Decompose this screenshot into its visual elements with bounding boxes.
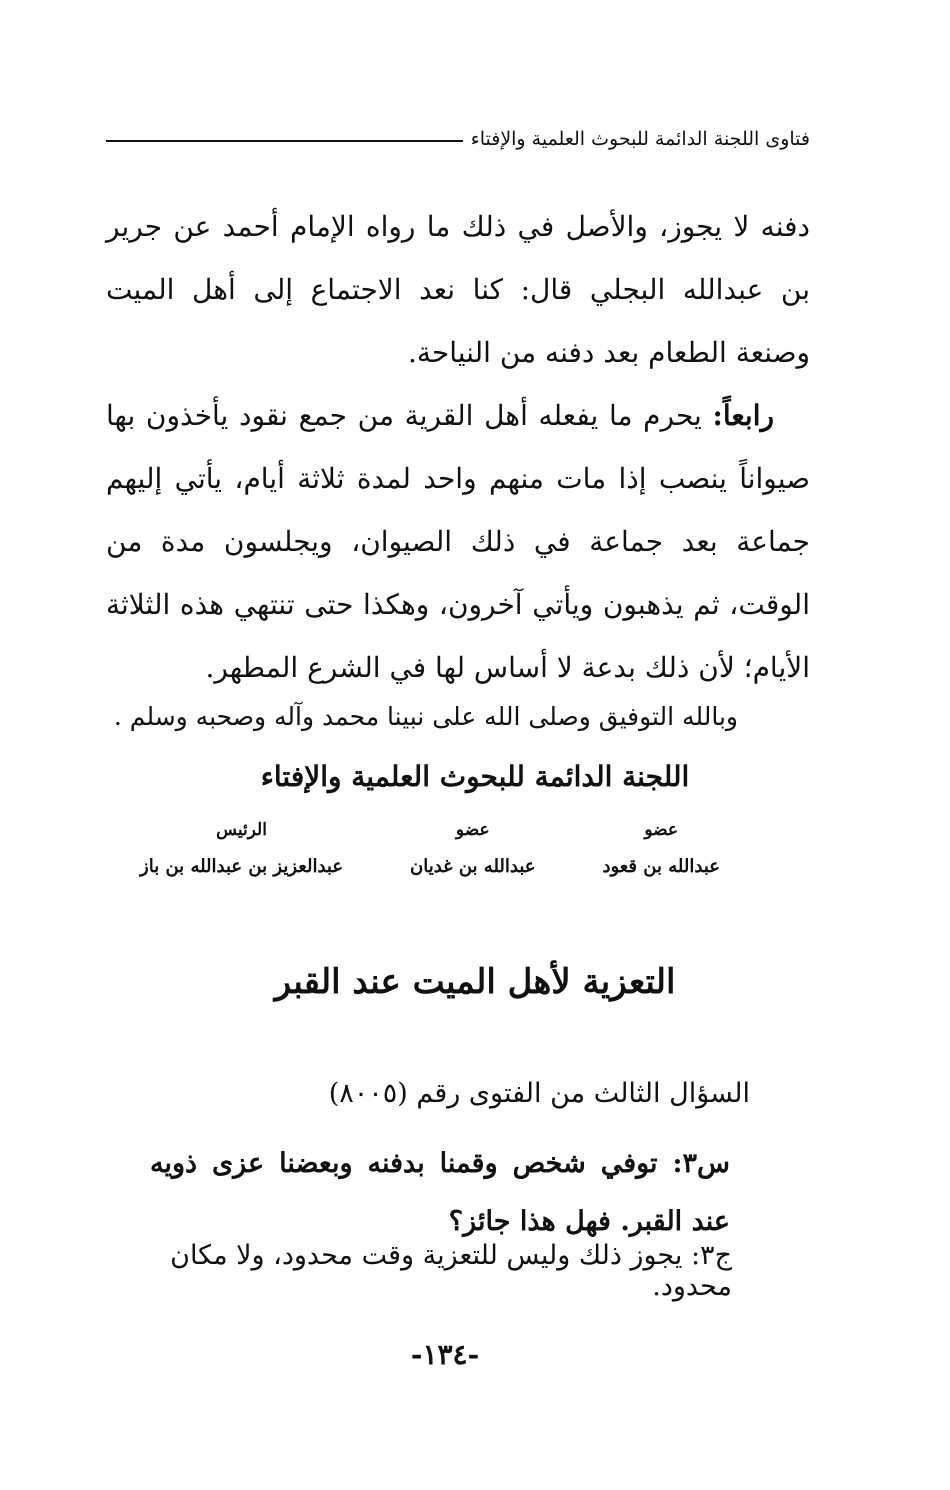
signatory-name: عبدالعزيز بن عبدالله بن باز (140, 856, 344, 877)
paragraph-2-text: يحرم ما يفعله أهل القرية من جمع نقود يأخذون بها صيواناً ينصب إذا مات منهم واحد لمدة ثلاثة أيام، يأتي إليهم جماعة بعد جماعة في ذلك الصيوان، ويجلسون مدة من الوقت، ثم يذهبون ويأتي آخرون، وهكذا حتى تنتهي هذه الثلاثة الأيام؛ لأن ذلك بدعة لا أساس لها في الشرع المطهر. (106, 399, 810, 684)
signatory-role: عضو (455, 820, 490, 840)
signatory (140, 820, 343, 877)
signatory (410, 820, 536, 877)
signatory-name: عبدالله بن غديان (409, 856, 536, 877)
page-number: -١٣٤- (410, 1338, 480, 1371)
fatwa-reference: السؤال الثالث من الفتوى رقم (٨٠٠٥) (328, 1078, 750, 1109)
paragraph-1: دفنه لا يجوز، والأصل في ذلك ما رواه الإمام أحمد عن جرير بن عبدالله البجلي قال: كنا نعد الاجتماع إلى أهل الميت وصنعة الطعام بعد دفنه من النياحة. (106, 210, 810, 369)
section-title: التعزية لأهل الميت عند القبر (274, 962, 676, 1002)
signatory (602, 820, 720, 877)
signatures (140, 820, 720, 877)
closing-line: وبالله التوفيق وصلى الله على نبينا محمد وآله وصحبه وسلم . (113, 702, 738, 731)
header-rule (106, 140, 463, 142)
signatory-role: الرئيس (216, 820, 267, 840)
question: س٣: توفي شخص وقمنا بدفنه وبعضنا عزى ذويه عند القبر. فهل هذا جائز؟ (150, 1148, 730, 1237)
signatory-name: عبدالله بن قعود (602, 856, 720, 877)
running-header (106, 128, 810, 150)
paragraph-2 (106, 384, 810, 699)
answer: ج٣: يجوز ذلك وليس للتعزية وقت محدود، ولا مكان محدود. (170, 1240, 732, 1302)
header-title: فتاوى اللجنة الدائمة للبحوث العلمية والإفتاء (470, 128, 810, 150)
body-text (106, 195, 810, 699)
signatory-role: عضو (644, 820, 679, 840)
paragraph-2-lead: رابعاً: (712, 399, 774, 432)
committee-name: اللجنة الدائمة للبحوث العلمية والإفتاء (260, 760, 690, 793)
